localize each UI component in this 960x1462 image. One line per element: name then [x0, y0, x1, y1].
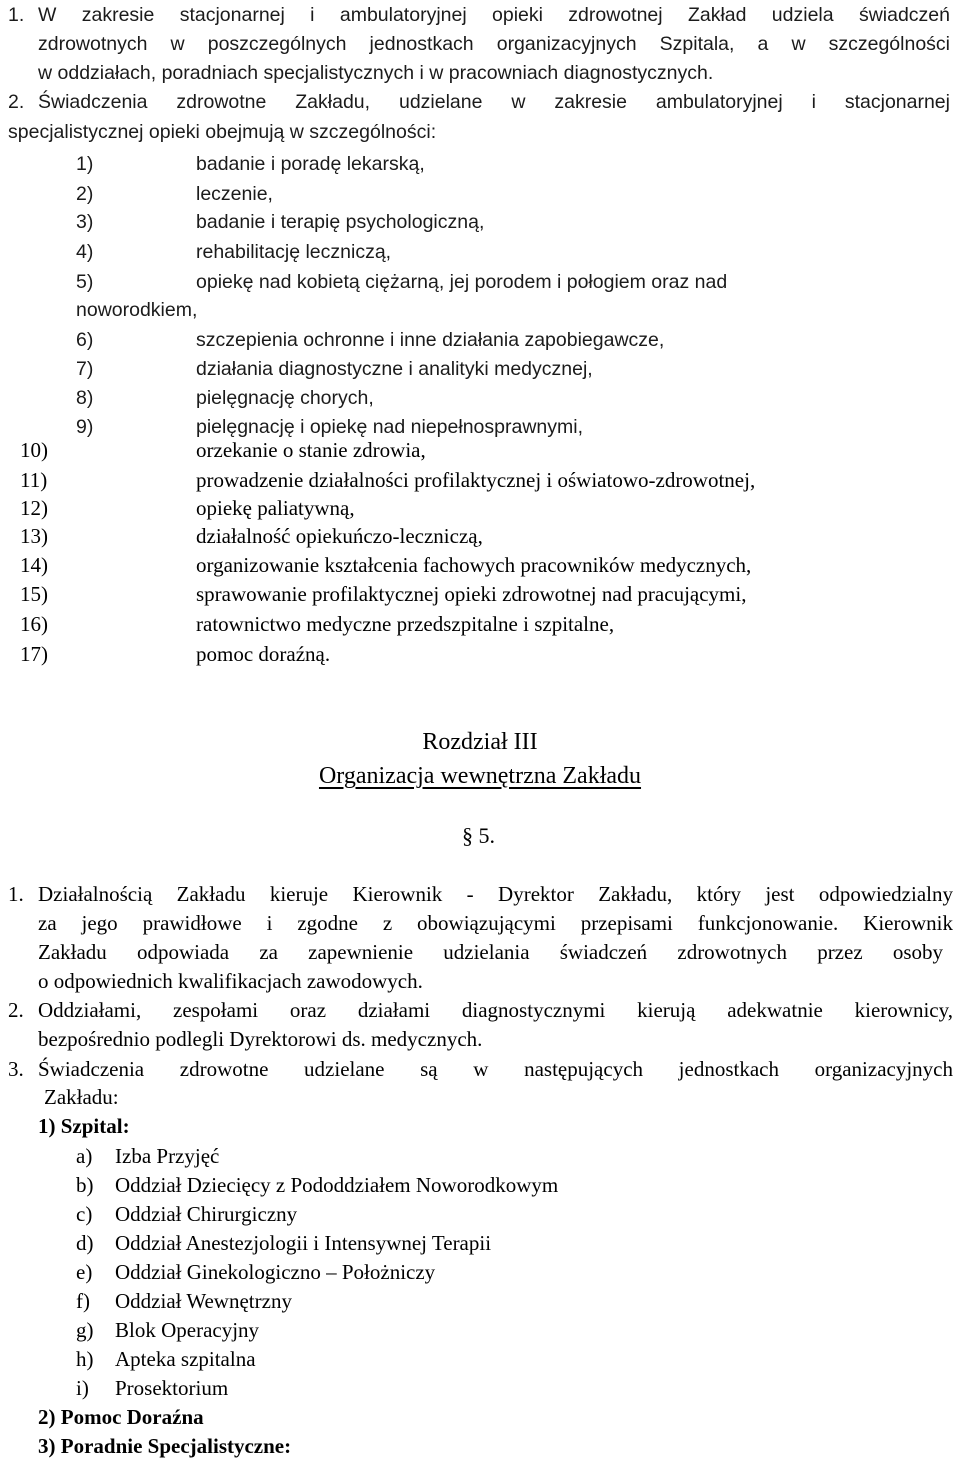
service-text: działalność opiekuńczo-leczniczą, — [196, 524, 483, 548]
service-text: sprawowanie profilaktycznej opieki zdrowotnej nad pracującymi, — [196, 582, 747, 606]
section5-p1-line-1: Działalnością Zakładu kieruje Kierownik - Dyrektor Zakładu, który jest odpowiedzialny — [38, 882, 953, 906]
service-number: 9) — [76, 416, 94, 438]
section5-p3-number: 3. — [8, 1057, 24, 1081]
section5-p1-line-2: za jego prawidłowe i zgodne z obowiązującymi przepisami funkcjonowanie. Kierownik — [38, 911, 953, 935]
service-number: 6) — [76, 329, 94, 351]
service-number: 7) — [76, 358, 94, 380]
paragraph-symbol: § 5. — [462, 823, 495, 848]
service-text: orzekanie o stanie zdrowia, — [196, 438, 426, 462]
chapter-subtitle: Organizacja wewnętrzna Zakładu — [318, 763, 642, 789]
service-number: 12) — [20, 496, 48, 520]
subitem-letter: h) — [76, 1347, 94, 1371]
service-number: 8) — [76, 387, 94, 409]
section5-p2-number: 2. — [8, 998, 24, 1022]
service-text: opiekę paliatywną, — [196, 496, 355, 520]
unit-heading-pomoc-dorazna: 2) Pomoc Doraźna — [38, 1405, 204, 1429]
service-number: 10) — [20, 438, 48, 462]
service-text: badanie i poradę lekarską, — [196, 153, 425, 175]
service-text: działania diagnostyczne i analityki medycznej, — [196, 358, 593, 380]
subitem-text: Izba Przyjęć — [115, 1144, 220, 1168]
item-1-line-1: W zakresie stacjonarnej i ambulatoryjnej opieki zdrowotnej Zakład udziela świadczeń — [38, 4, 950, 26]
subitem-text: Oddział Dziecięcy z Pododdziałem Noworodkowym — [115, 1173, 559, 1197]
subitem-letter: i) — [76, 1376, 89, 1400]
subitem-text: Oddział Wewnętrzny — [115, 1289, 292, 1313]
service-text: badanie i terapię psychologiczną, — [196, 211, 485, 233]
service-number: 17) — [20, 642, 48, 666]
subitem-letter: g) — [76, 1318, 94, 1342]
subitem-letter: e) — [76, 1260, 93, 1284]
item-1-line-2: zdrowotnych w poszczególnych jednostkach organizacyjnych Szpitala, a w szczególności — [38, 33, 950, 55]
item-2-line-1: Świadczenia zdrowotne Zakładu, udzielane w zakresie ambulatoryjnej i stacjonarnej — [38, 91, 950, 113]
item-1-number: 1. — [8, 4, 25, 26]
subitem-text: Oddział Chirurgiczny — [115, 1202, 298, 1226]
service-text: pielęgnację chorych, — [196, 387, 374, 409]
subitem-text: Oddział Anestezjologii i Intensywnej Terapii — [115, 1231, 492, 1255]
service-text: rehabilitację leczniczą, — [196, 241, 392, 263]
subitem-letter: f) — [76, 1289, 90, 1313]
service-text: pomoc doraźną. — [196, 642, 331, 666]
service-number: 16) — [20, 612, 48, 636]
section5-p3-line-2: Zakładu: — [44, 1085, 119, 1109]
service-number: 13) — [20, 524, 48, 548]
service-number: 14) — [20, 553, 48, 577]
section5-p2-line-1: Oddziałami, zespołami oraz działami diagnostycznymi kierują adekwatnie kierownicy, — [38, 998, 953, 1022]
service-text: prowadzenie działalności profilaktycznej i oświatowo-zdrowotnej, — [196, 468, 756, 492]
service-text: leczenie, — [196, 183, 273, 205]
unit-heading-poradnie: 3) Poradnie Specjalistyczne: — [38, 1434, 292, 1458]
section5-p2-line-2: bezpośrednio podlegli Dyrektorowi ds. medycznych. — [38, 1027, 483, 1051]
section5-p1-line-3: Zakładu odpowiada za zapewnienie udzielania świadczeń zdrowotnych przez osoby — [38, 940, 943, 964]
subitem-letter: a) — [76, 1144, 93, 1168]
item-2-number: 2. — [8, 91, 25, 113]
service-text: szczepienia ochronne i inne działania zapobiegawcze, — [196, 329, 665, 351]
subitem-letter: b) — [76, 1173, 94, 1197]
section5-p3-line-1: Świadczenia zdrowotne udzielane są w następujących jednostkach organizacyjnych — [38, 1057, 953, 1081]
service-number: 11) — [20, 468, 48, 492]
subitem-text: Oddział Ginekologiczno – Położniczy — [115, 1260, 436, 1284]
item-1-line-3: w oddziałach, poradniach specjalistycznych i w pracowniach diagnostycznych. — [38, 62, 714, 84]
service-number: 5) — [76, 271, 94, 293]
service-text: pielęgnację i opiekę nad niepełnosprawnymi, — [196, 416, 584, 438]
subitem-letter: c) — [76, 1202, 93, 1226]
subitem-text: Apteka szpitalna — [115, 1347, 256, 1371]
subitem-letter: d) — [76, 1231, 94, 1255]
subitem-text: Blok Operacyjny — [115, 1318, 260, 1342]
section5-p1-line-4: o odpowiednich kwalifikacjach zawodowych. — [38, 969, 423, 993]
service-text: opiekę nad kobietą ciężarną, jej porodem i połogiem oraz nad — [196, 271, 728, 293]
item-2-line-2: specjalistycznej opieki obejmują w szczególności: — [8, 121, 437, 143]
service-number: 2) — [76, 183, 94, 205]
subitem-text: Prosektorium — [115, 1376, 229, 1400]
service-number: 3) — [76, 211, 94, 233]
section5-p1-number: 1. — [8, 882, 24, 906]
service-text-continuation: noworodkiem, — [76, 299, 198, 321]
unit-heading-szpital: 1) Szpital: — [38, 1114, 130, 1138]
chapter-title: Rozdział III — [422, 729, 538, 755]
service-number: 15) — [20, 582, 48, 606]
service-number: 1) — [76, 153, 94, 175]
service-text: ratownictwo medyczne przedszpitalne i szpitalne, — [196, 612, 615, 636]
service-number: 4) — [76, 241, 94, 263]
service-text: organizowanie kształcenia fachowych pracowników medycznych, — [196, 553, 752, 577]
